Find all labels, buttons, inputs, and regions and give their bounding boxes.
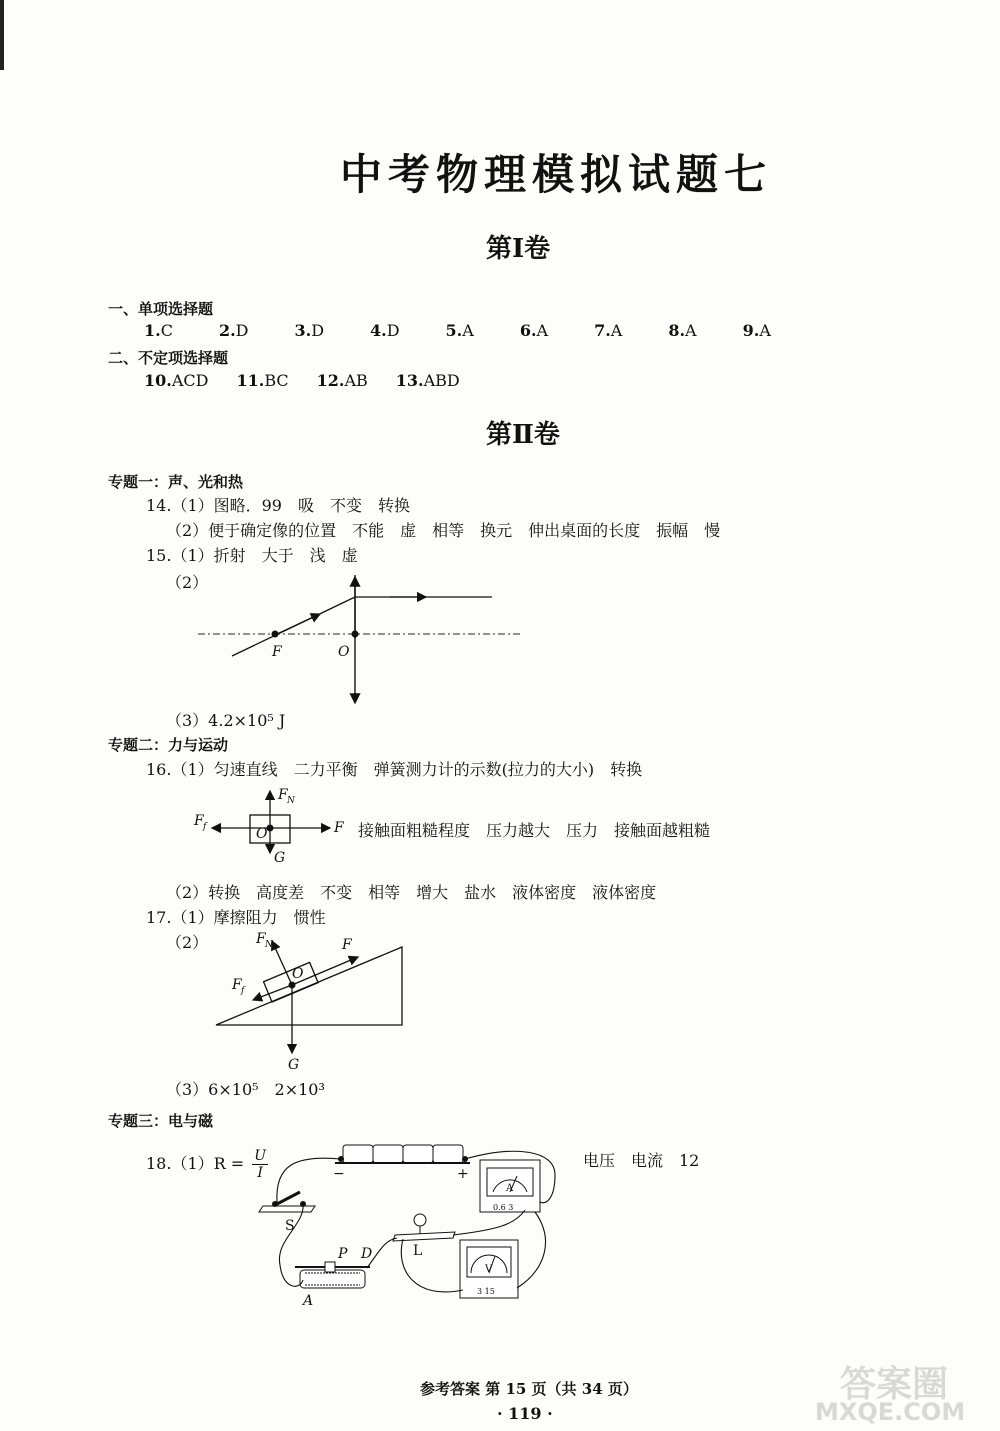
svg-text:S: S — [285, 1218, 295, 1234]
svg-text:0.6 3: 0.6 3 — [493, 1203, 514, 1212]
single-answer-9: 9.A — [742, 321, 771, 340]
q18-formula: 18.（1）R = $\frac{U}{I}$ — [146, 1148, 267, 1181]
svg-text:A: A — [303, 1293, 314, 1309]
ammeter — [480, 1160, 540, 1212]
svg-text:f: f — [241, 986, 245, 996]
svg-text:O: O — [292, 966, 304, 982]
volume-1-heading: 第Ⅰ卷 — [486, 234, 551, 264]
svg-text:F: F — [334, 820, 344, 836]
battery-pack — [333, 1145, 470, 1182]
incline-force-diagram — [210, 925, 410, 1075]
svg-text:N: N — [287, 796, 295, 806]
svg-text:−: − — [333, 1166, 345, 1182]
svg-text:G: G — [274, 850, 286, 866]
lens-ray-diagram — [190, 575, 530, 705]
q17-part1: 17.（1）摩擦阻力 惯性 — [146, 908, 326, 927]
fraction-numerator: U — [254, 1148, 267, 1164]
svg-text:O: O — [256, 826, 268, 842]
svg-text:N: N — [265, 940, 273, 950]
single-answer-4: 4.D — [370, 321, 400, 340]
svg-text:F: F — [256, 931, 266, 947]
volume-2-heading: 第Ⅱ卷 — [486, 420, 560, 450]
topic-1-heading: 专题一：声、光和热 — [108, 473, 244, 491]
page-number: · 119 · — [497, 1404, 553, 1423]
single-answer-3: 3.D — [294, 321, 325, 340]
svg-text:F: F — [194, 813, 204, 829]
svg-text:3 15: 3 15 — [477, 1287, 495, 1296]
focus-label: F — [272, 644, 282, 660]
section-single-choice: 一、单项选择题 — [108, 300, 214, 318]
q16-diagram-answers: 接触面粗糙程度 压力越大 压力 接触面越粗糙 — [358, 821, 711, 840]
single-answer-5: 5.A — [445, 321, 474, 340]
svg-text:P: P — [338, 1246, 348, 1262]
circuit-diagram — [255, 1140, 575, 1320]
switch — [259, 1192, 315, 1234]
watermark-logo: 答案圈 — [840, 1364, 949, 1405]
single-answer-7: 7.A — [594, 321, 623, 340]
rheostat — [295, 1246, 372, 1309]
q17-part2-label: （2） — [166, 933, 209, 952]
center-label: O — [338, 644, 350, 660]
svg-text:L: L — [413, 1243, 423, 1259]
q14-part1: 14.（1）图略．99 吸 不变 转换 — [146, 496, 410, 515]
scan-edge — [0, 0, 4, 70]
q14-part2: （2）便于确定像的位置 不能 虚 相等 换元 伸出桌面的长度 振幅 慢 — [166, 521, 721, 540]
single-answer-8: 8.A — [668, 321, 697, 340]
multi-answer-4: 13.ABD — [395, 371, 460, 390]
voltmeter — [460, 1240, 518, 1298]
svg-text:A: A — [506, 1183, 514, 1194]
svg-text:F: F — [278, 787, 288, 803]
svg-text:F: F — [232, 977, 242, 993]
multi-answer-1: 10.ACD — [144, 371, 209, 390]
q16-part2: （2）转换 高度差 不变 相等 增大 盐水 液体密度 液体密度 — [166, 883, 657, 902]
single-choice-answers — [144, 321, 817, 340]
svg-text:+: + — [457, 1166, 469, 1182]
svg-text:f: f — [203, 822, 207, 832]
q16-part1: 16.（1）匀速直线 二力平衡 弹簧测力计的示数(拉力的大小) 转换 — [146, 760, 643, 779]
q15-part2-label: （2） — [166, 573, 209, 592]
page-title: 中考物理模拟试题七 — [340, 150, 773, 199]
q17-part3: （3）6×10⁵ 2×10³ — [166, 1080, 325, 1099]
svg-text:G: G — [288, 1057, 300, 1073]
q18-answers: 电压 电流 12 — [583, 1151, 700, 1170]
single-answer-1: 1.C — [144, 321, 173, 340]
q15-part1: 15.（1）折射 大于 浅 虚 — [146, 546, 358, 565]
single-answer-6: 6.A — [519, 321, 549, 340]
svg-text:F: F — [342, 937, 352, 953]
topic-3-heading: 专题三：电与磁 — [108, 1112, 214, 1130]
multi-answer-2: 11.BC — [236, 371, 289, 390]
multi-answer-3: 12.AB — [316, 371, 368, 390]
lamp — [393, 1214, 455, 1259]
block-force-diagram — [190, 785, 350, 870]
optical-center — [352, 631, 359, 638]
focus-point — [272, 631, 279, 638]
single-answer-2: 2.D — [218, 321, 249, 340]
svg-text:V: V — [485, 1264, 493, 1275]
fraction-denominator: I — [257, 1165, 263, 1181]
section-multi-choice: 二、不定项选择题 — [108, 349, 229, 367]
svg-text:D: D — [361, 1246, 373, 1262]
multi-choice-answers — [144, 371, 488, 390]
watermark-url: MXQE.COM — [815, 1398, 966, 1426]
q15-part3: （3）4.2×10⁵ J — [166, 711, 286, 730]
page-footer: 参考答案 第 15 页（共 34 页） — [420, 1380, 638, 1398]
topic-2-heading: 专题二：力与运动 — [108, 736, 229, 754]
